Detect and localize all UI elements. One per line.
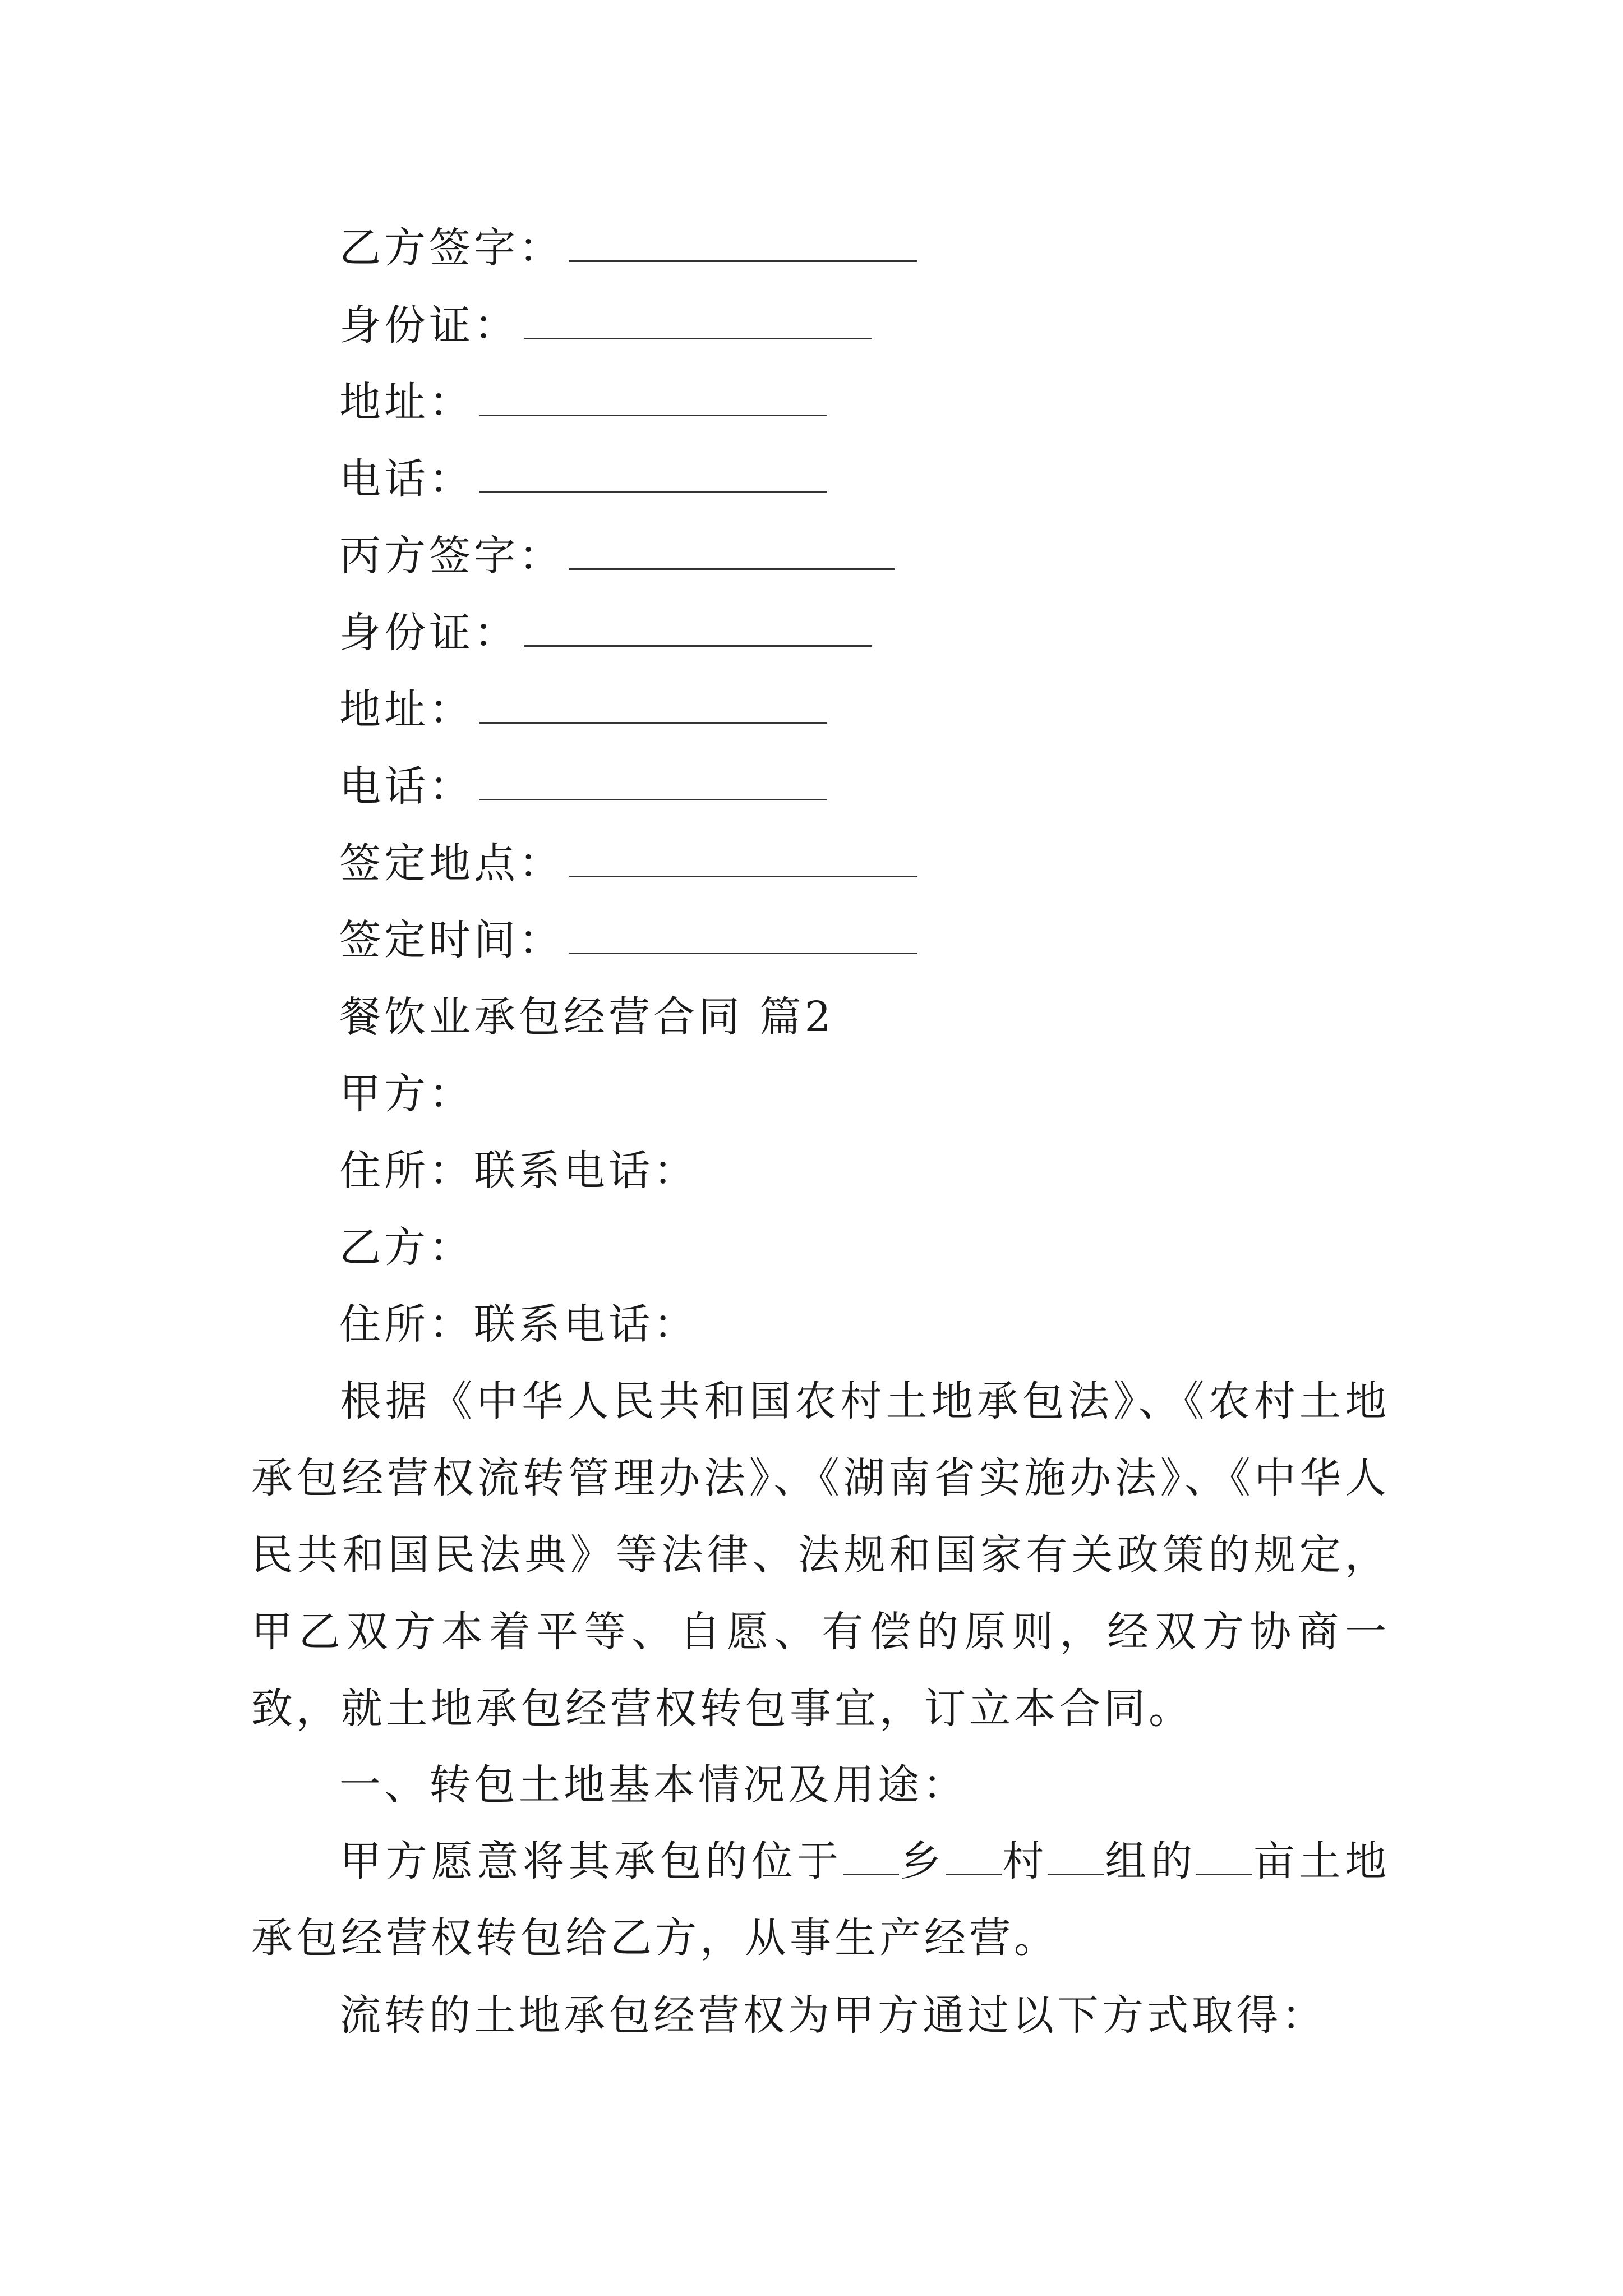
partyC-address-blank (479, 683, 827, 724)
village-blank (946, 1839, 1002, 1875)
partyB-address-label: 地址： (339, 378, 474, 426)
acreage-blank (1196, 1839, 1252, 1875)
partyC-sign-label: 丙方签字： (339, 532, 564, 580)
clause1-text-part5: 亩土地承包经营权转包给乙方，从事生产经营。 (251, 1837, 1390, 1962)
partyC-id-line (339, 605, 872, 661)
partyC-address-label: 地址： (339, 685, 474, 734)
clause1-heading: 一、转包土地基本情况及用途： (339, 1761, 967, 1809)
partyC-address-line (339, 682, 827, 738)
partyB-phone-line (339, 451, 827, 507)
sign-time-line (339, 912, 917, 968)
partyA-residence-line: 住所：联系电话： (339, 1147, 698, 1195)
sign-time-blank (569, 913, 917, 954)
clause1-text-part4: 组的 (1104, 1837, 1197, 1885)
partyA-line: 甲方： (339, 1070, 474, 1118)
partyB-sign-label: 乙方签字： (339, 224, 564, 272)
partyB-sign-line (339, 220, 917, 276)
partyB-line: 乙方： (339, 1223, 474, 1272)
partyC-sign-blank (569, 529, 895, 570)
sign-place-blank (569, 836, 917, 877)
clause1-text-part1: 甲方愿意将其承包的位于 (340, 1837, 843, 1885)
sign-time-label: 签定时间： (339, 916, 564, 964)
group-blank (1048, 1839, 1104, 1875)
partyB-id-line (339, 297, 872, 353)
partyB-address-blank (479, 375, 827, 416)
partyB-address-line (339, 374, 827, 430)
partyB-residence-line: 住所：联系电话： (339, 1300, 698, 1349)
partyB-phone-blank (479, 452, 827, 493)
clause1-text (251, 1823, 1390, 1977)
partyC-sign-line (339, 528, 895, 584)
section-title: 餐饮业承包经营合同 篇2 (339, 993, 834, 1041)
partyB-phone-label: 电话： (339, 455, 474, 503)
partyB-sign-blank (569, 221, 917, 262)
clause1-text-part2: 乡 (898, 1837, 946, 1885)
sign-place-label: 签定地点： (339, 839, 564, 887)
partyC-phone-label: 电话： (339, 762, 474, 811)
partyC-id-label: 身份证： (339, 609, 519, 657)
partyB-id-label: 身份证： (339, 301, 519, 349)
township-blank (843, 1839, 899, 1875)
partyB-id-blank (524, 298, 872, 339)
clause1-text-part3: 村 (1001, 1837, 1048, 1885)
clause1-source: 流转的土地承包经营权为甲方通过以下方式取得： (339, 1991, 1326, 2040)
intro-paragraph: 根据《中华人民共和国农村土地承包法》、《农村土地承包经营权流转管理办法》、《湖南省实施办法》、《中华人民共和国民法典》等法律、法规和国家有关政策的规定，甲乙双方本着平等、自愿、有偿的原则，经双方协商一致，就土地承包经营权转包事宜，订立本合同。 (251, 1377, 1390, 1733)
partyC-id-blank (524, 606, 872, 647)
partyC-phone-line (339, 758, 827, 815)
sign-place-line (339, 835, 917, 891)
partyC-phone-blank (479, 760, 827, 800)
